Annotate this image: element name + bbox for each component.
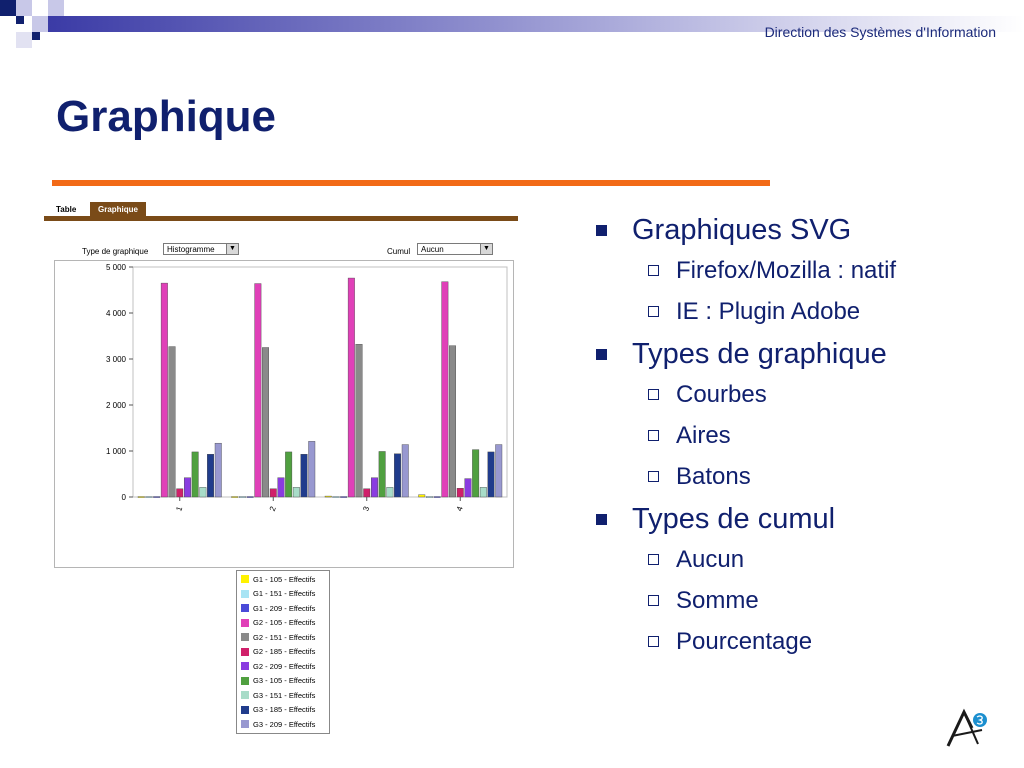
bar: [371, 478, 378, 497]
deco-square: [48, 0, 64, 16]
sub-bullet-text: Pourcentage: [676, 627, 813, 655]
bar: [262, 348, 269, 498]
sub-bullet-text: Firefox/Mozilla : natif: [676, 256, 897, 284]
bar: [348, 278, 355, 497]
legend-swatch: [241, 720, 249, 728]
legend-label: G3 - 151 - Effectifs: [253, 690, 316, 700]
legend-item: [237, 645, 329, 660]
legend-item: [237, 674, 329, 689]
hollow-square-bullet-icon: [648, 471, 659, 482]
bar: [192, 452, 199, 497]
bar: [239, 497, 246, 498]
bar: [472, 450, 479, 497]
chart-area: [54, 260, 514, 568]
tab-table[interactable]: Table: [48, 202, 84, 217]
legend-item: [237, 630, 329, 645]
sub-bullet-item: [596, 539, 1006, 580]
legend-label: G2 - 209 - Effectifs: [253, 661, 316, 671]
bar: [379, 451, 386, 497]
sub-bullet-text: Courbes: [676, 380, 767, 408]
legend-label: G1 - 209 - Effectifs: [253, 603, 316, 613]
deco-square: [32, 32, 40, 40]
bar: [457, 488, 464, 497]
bar: [496, 445, 503, 497]
square-bullet-icon: [596, 225, 607, 236]
bar: [419, 495, 426, 497]
y-tick-label: 1 000: [105, 447, 126, 456]
bullet-text: Types de cumul: [632, 502, 836, 535]
hollow-square-bullet-icon: [648, 306, 659, 317]
chart-type-select[interactable]: [163, 243, 239, 255]
legend-label: G3 - 209 - Effectifs: [253, 719, 316, 729]
deco-square: [16, 16, 24, 24]
bar: [278, 478, 285, 497]
bar: [247, 497, 254, 498]
legend-item: [237, 659, 329, 674]
bar: [184, 478, 191, 497]
bar: [325, 496, 332, 497]
header-org: Direction des Systèmes d'Information: [764, 24, 996, 40]
hollow-square-bullet-icon: [648, 430, 659, 441]
bar: [394, 454, 401, 497]
legend-item: [237, 601, 329, 616]
bar: [356, 344, 363, 497]
sub-bullet-item: [596, 291, 1006, 332]
bar: [480, 487, 487, 497]
sub-bullet-item: [596, 250, 1006, 291]
bar: [449, 346, 456, 497]
chart-type-value: Histogramme: [167, 245, 215, 254]
bar: [169, 347, 176, 497]
bar: [426, 497, 433, 498]
sub-bullet-text: Aires: [676, 421, 731, 449]
bar: [442, 282, 449, 497]
bar: [215, 443, 222, 497]
bar: [465, 479, 472, 497]
bar: [285, 452, 292, 497]
bar-chart: [55, 261, 513, 567]
bullet-item: [596, 210, 1006, 250]
legend-item: [237, 703, 329, 718]
chart-type-label: Type de graphique: [82, 247, 149, 256]
hollow-square-bullet-icon: [648, 554, 659, 565]
bar: [309, 441, 316, 497]
sub-bullet-text: Batons: [676, 462, 751, 490]
bullet-list: [596, 208, 1006, 662]
bar: [138, 497, 145, 498]
sub-bullet-item: [596, 621, 1006, 662]
bar: [153, 497, 160, 498]
deco-square: [0, 0, 16, 16]
bar: [200, 487, 207, 497]
chevron-down-icon: ▼: [226, 244, 238, 254]
bar: [232, 497, 239, 498]
y-tick-label: 4 000: [105, 309, 126, 318]
bullet-item: [596, 499, 1006, 539]
sub-bullet-item: [596, 374, 1006, 415]
cumul-value: Aucun: [421, 245, 444, 254]
bar: [340, 497, 347, 498]
y-tick-label: 3 000: [105, 355, 126, 364]
x-tick-label: 1: [174, 505, 185, 513]
x-tick-label: 4: [454, 505, 465, 513]
legend-item: [237, 616, 329, 631]
bar: [146, 497, 153, 498]
app-screenshot: [44, 196, 520, 736]
legend-swatch: [241, 590, 249, 598]
sub-bullet-text: Aucun: [676, 545, 745, 573]
legend-swatch: [241, 633, 249, 641]
bar: [402, 445, 409, 497]
bullet-item: [596, 334, 1006, 374]
bar: [434, 497, 441, 498]
sub-bullet-item: [596, 580, 1006, 621]
deco-square: [32, 16, 48, 32]
bar: [387, 487, 394, 497]
deco-square: [16, 0, 32, 16]
tab-underline: [44, 216, 518, 221]
bar: [255, 284, 262, 497]
legend-swatch: [241, 619, 249, 627]
legend-label: G1 - 151 - Effectifs: [253, 589, 316, 599]
legend-swatch: [241, 662, 249, 670]
tab-bar: [44, 202, 518, 216]
hollow-square-bullet-icon: [648, 636, 659, 647]
bar: [364, 489, 371, 497]
sub-bullet-text: Somme: [676, 586, 759, 614]
legend-swatch: [241, 648, 249, 656]
bullet-text: Graphiques SVG: [632, 213, 852, 246]
hollow-square-bullet-icon: [648, 265, 659, 276]
legend-swatch: [241, 575, 249, 583]
tab-graphique[interactable]: Graphique: [90, 202, 146, 217]
legend-item: [237, 572, 329, 587]
legend-swatch: [241, 706, 249, 714]
cumul-select[interactable]: [417, 243, 493, 255]
hollow-square-bullet-icon: [648, 389, 659, 400]
a3-logo: [942, 706, 992, 750]
hollow-square-bullet-icon: [648, 595, 659, 606]
sub-bullet-item: [596, 456, 1006, 497]
sub-bullet-item: [596, 415, 1006, 456]
legend-swatch: [241, 691, 249, 699]
bar: [333, 497, 340, 498]
legend-label: G3 - 185 - Effectifs: [253, 705, 316, 715]
legend-item: [237, 587, 329, 602]
legend-label: G1 - 105 - Effectifs: [253, 574, 316, 584]
x-tick-label: 3: [361, 505, 372, 513]
legend-label: G3 - 105 - Effectifs: [253, 676, 316, 686]
bar: [207, 454, 214, 497]
bar: [161, 283, 168, 497]
legend-swatch: [241, 604, 249, 612]
bar: [301, 454, 308, 497]
cumul-label: Cumul: [387, 247, 411, 256]
bar: [293, 487, 300, 497]
page-title: Graphique: [56, 92, 277, 141]
legend-swatch: [241, 677, 249, 685]
sub-bullet-text: IE : Plugin Adobe: [676, 297, 861, 325]
bar: [270, 489, 277, 497]
legend-item: [237, 688, 329, 703]
bar: [488, 452, 495, 497]
chart-legend: [236, 570, 330, 734]
y-tick-label: 5 000: [105, 263, 126, 272]
legend-item: [237, 717, 329, 732]
deco-square: [16, 32, 32, 48]
square-bullet-icon: [596, 349, 607, 360]
title-rule: [52, 180, 770, 186]
x-tick-label: 2: [267, 505, 278, 513]
legend-label: G2 - 151 - Effectifs: [253, 632, 316, 642]
y-tick-label: 2 000: [105, 401, 126, 410]
legend-label: G2 - 185 - Effectifs: [253, 647, 316, 657]
y-tick-label: 0: [121, 493, 126, 502]
legend-label: G2 - 105 - Effectifs: [253, 618, 316, 628]
chevron-down-icon: ▼: [480, 244, 492, 254]
square-bullet-icon: [596, 514, 607, 525]
bullet-text: Types de graphique: [632, 337, 887, 370]
bar: [177, 489, 184, 497]
